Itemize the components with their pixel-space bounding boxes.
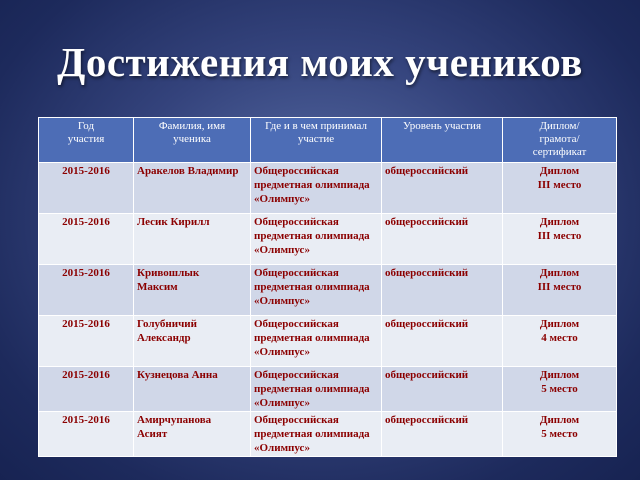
event-line: Общероссийская (254, 369, 339, 381)
student-name-cell (134, 412, 251, 457)
student-name-line: Амирчупанова (137, 414, 212, 426)
year-text: 2015-2016 (62, 216, 110, 228)
award-line: 5 место (541, 383, 578, 395)
header-award-line: грамота/ (539, 133, 580, 145)
student-name-line: Александр (137, 332, 191, 344)
event-line: «Олимпус» (254, 244, 310, 256)
year-text: 2015-2016 (62, 267, 110, 279)
award-cell (503, 214, 617, 265)
table-row (39, 265, 617, 316)
student-name-line: Лесик Кирилл (137, 216, 210, 228)
award-cell (503, 163, 617, 214)
level-cell (382, 316, 503, 367)
student-name-cell (134, 163, 251, 214)
level-text: общероссийский (385, 216, 469, 228)
table-row (39, 412, 617, 457)
event-line: предметная олимпиада (254, 281, 370, 293)
event-line: «Олимпус» (254, 346, 310, 358)
event-cell (251, 367, 382, 412)
event-line: Общероссийская (254, 267, 339, 279)
student-name-cell (134, 367, 251, 412)
level-text: общероссийский (385, 318, 469, 330)
header-award (503, 118, 617, 163)
level-text: общероссийский (385, 369, 469, 381)
header-year-line: участия (67, 133, 105, 145)
award-line: Диплом (539, 216, 580, 228)
event-cell (251, 265, 382, 316)
event-line: предметная олимпиада (254, 383, 370, 395)
table-row (39, 316, 617, 367)
header-event-line: Где и в чем принимал (265, 120, 367, 132)
year-cell (39, 316, 134, 367)
student-name-line: Кузнецова Анна (137, 369, 218, 381)
event-line: «Олимпус» (254, 295, 310, 307)
award-line: Диплом (539, 267, 580, 279)
event-line: «Олимпус» (254, 442, 310, 454)
event-cell (251, 412, 382, 457)
header-student (134, 118, 251, 163)
year-cell (39, 163, 134, 214)
award-cell (503, 412, 617, 457)
year-text: 2015-2016 (62, 318, 110, 330)
event-line: Общероссийская (254, 165, 339, 177)
award-line: III место (537, 230, 582, 242)
level-cell (382, 412, 503, 457)
award-line: 5 место (541, 428, 578, 440)
achievements-table (38, 117, 617, 457)
student-name-cell (134, 214, 251, 265)
header-year (39, 118, 134, 163)
student-name-cell (134, 265, 251, 316)
table-row (39, 367, 617, 412)
level-cell (382, 367, 503, 412)
header-student-line: Фамилия, имя (158, 120, 226, 132)
table-row (39, 163, 617, 214)
header-event (251, 118, 382, 163)
event-line: предметная олимпиада (254, 230, 370, 242)
award-line: Диплом (539, 318, 580, 330)
student-name-line: Асият (137, 428, 168, 440)
event-cell (251, 316, 382, 367)
year-cell (39, 412, 134, 457)
award-cell (503, 265, 617, 316)
year-text: 2015-2016 (62, 165, 110, 177)
award-line: Диплом (539, 165, 580, 177)
level-cell (382, 214, 503, 265)
award-cell (503, 316, 617, 367)
award-line: 4 место (541, 332, 578, 344)
event-line: Общероссийская (254, 318, 339, 330)
level-cell (382, 265, 503, 316)
header-award-line: Диплом/ (539, 120, 580, 132)
level-text: общероссийский (385, 414, 469, 426)
header-student-line: ученика (173, 133, 211, 145)
event-line: предметная олимпиада (254, 332, 370, 344)
event-line: Общероссийская (254, 216, 339, 228)
year-cell (39, 214, 134, 265)
slide-title: Достижения моих учеников (57, 39, 583, 85)
student-name-line: Аракелов Владимир (137, 165, 239, 177)
year-text: 2015-2016 (62, 369, 110, 381)
level-cell (382, 163, 503, 214)
student-name-line: Кривошлык (137, 267, 200, 279)
header-event-line: участие (297, 133, 335, 145)
year-cell (39, 265, 134, 316)
event-line: предметная олимпиада (254, 428, 370, 440)
event-line: предметная олимпиада (254, 179, 370, 191)
table-row (39, 214, 617, 265)
level-text: общероссийский (385, 165, 469, 177)
student-name-line: Максим (137, 281, 178, 293)
header-level-line: Уровень участия (402, 120, 482, 132)
year-cell (39, 367, 134, 412)
award-line: III место (537, 281, 582, 293)
header-level (382, 118, 503, 163)
event-cell (251, 214, 382, 265)
level-text: общероссийский (385, 267, 469, 279)
award-cell (503, 367, 617, 412)
student-name-line: Голубничий (137, 318, 197, 330)
event-line: Общероссийская (254, 414, 339, 426)
award-line: Диплом (539, 369, 580, 381)
event-cell (251, 163, 382, 214)
header-year-line: Год (77, 120, 95, 132)
award-line: III место (537, 179, 582, 191)
event-line: «Олимпус» (254, 193, 310, 205)
event-line: «Олимпус» (254, 397, 310, 409)
year-text: 2015-2016 (62, 414, 110, 426)
student-name-cell (134, 316, 251, 367)
award-line: Диплом (539, 414, 580, 426)
table-header-row (39, 118, 617, 163)
header-award-line: сертификат (532, 146, 587, 158)
